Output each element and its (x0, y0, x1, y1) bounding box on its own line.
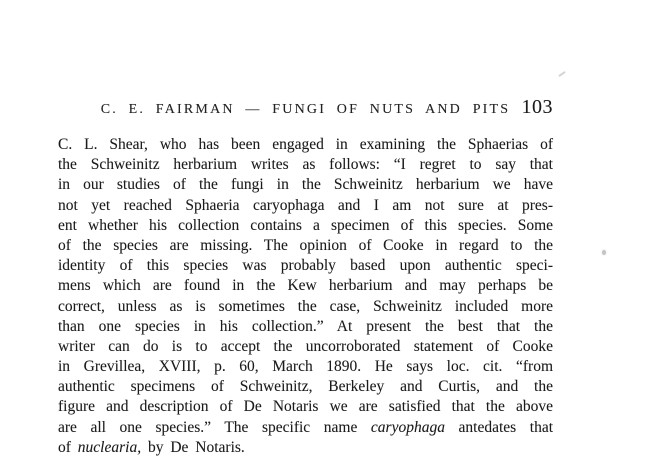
text-line: figure and description of De Notaris we are satisfied that the above (58, 398, 553, 416)
page-header (58, 96, 553, 122)
scan-speck (602, 250, 606, 255)
body-text (58, 135, 553, 458)
running-head: C. E. FAIRMAN — FUNGI OF NUTS AND PITS (100, 102, 511, 117)
text-line: than one species in his collection.” At present the best that the (58, 317, 553, 335)
text-line: correct, unless as is sometimes the case, Schweinitz included more (58, 297, 553, 315)
text-line: are all one species.” The specific name caryophaga antedates that (58, 418, 554, 436)
text-line: mens which are found in the Kew herbarium and may perhaps be (58, 277, 553, 295)
text-line: in Grevillea, XVIII, p. 60, March 1890. He says loc. cit. “from (58, 358, 553, 376)
text-line: not yet reached Sphaeria caryophaga and I am not sure at pres- (58, 196, 553, 214)
text-line: identity of this species was probably based upon authentic speci- (58, 257, 553, 275)
text-line: of the species are missing. The opinion of Cooke in regard to the (58, 236, 553, 254)
page-number: 103 (521, 96, 553, 118)
text-line: C. L. Shear, who has been engaged in examining the Sphaerias of (58, 136, 553, 153)
text-line: the Schweinitz herbarium writes as follows: “I regret to say that (58, 156, 553, 174)
text-line: authentic specimens of Schweinitz, Berkeley and Curtis, and the (58, 378, 553, 396)
text-line: in our studies of the fungi in the Schweinitz herbarium we have (58, 176, 553, 194)
text-line: of nuclearia, by De Notaris. (58, 438, 245, 456)
italic-species-name: caryophaga (370, 418, 445, 436)
text-line: writer can do is to accept the uncorroborated statement of Cooke (58, 337, 553, 355)
text-line: ent whether his collection contains a specimen of this species. Some (58, 216, 553, 234)
scan-speck (558, 71, 566, 77)
italic-species-name: nuclearia, (77, 438, 142, 456)
